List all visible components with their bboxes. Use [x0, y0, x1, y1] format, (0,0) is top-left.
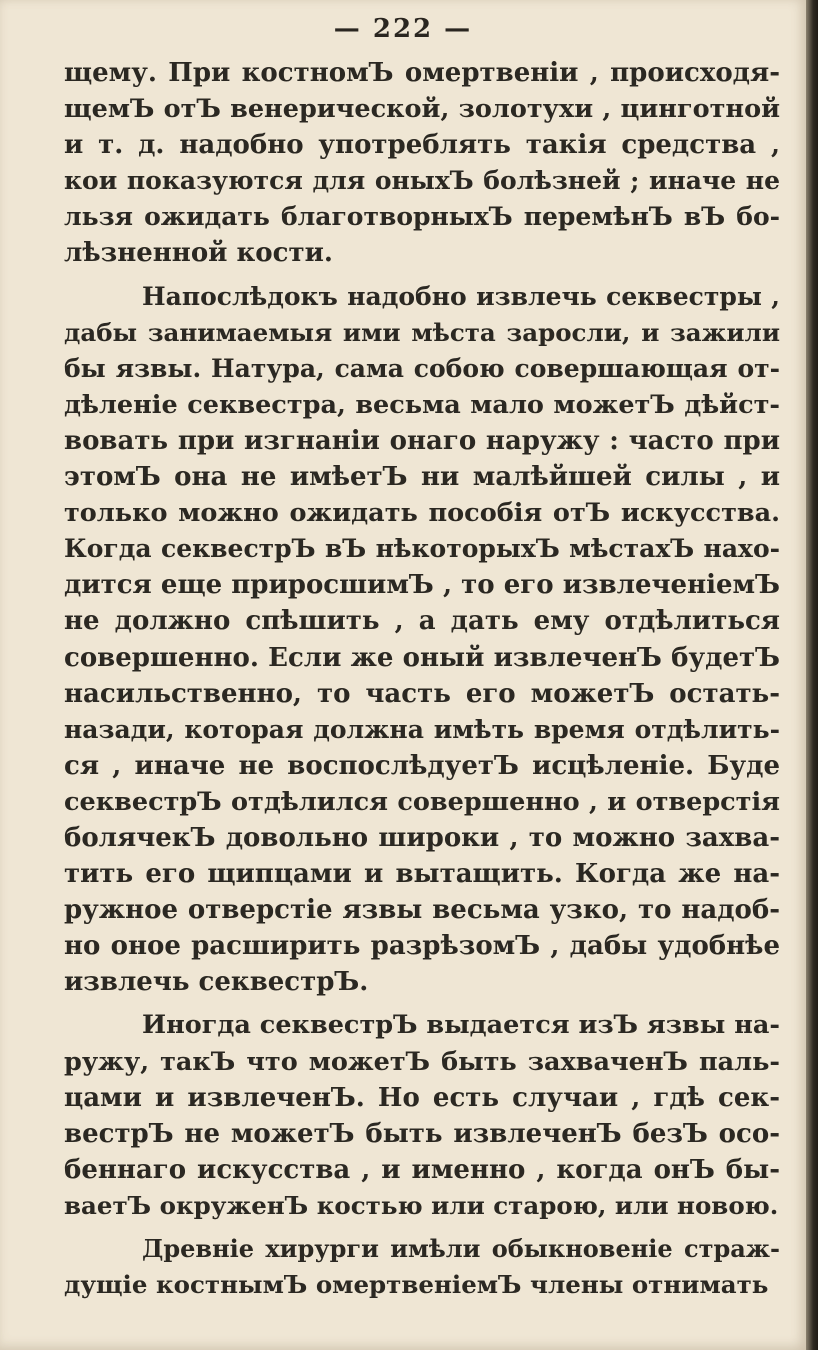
- text-line: щемЪ отЪ венерической, золотухи , цинготной: [64, 94, 780, 125]
- paragraph: [64, 1007, 780, 1224]
- text-line: этомЪ она не имѣетЪ ни малѣйшей силы , и: [64, 462, 780, 493]
- text-line: и т. д. надобно употреблять такiя средства ,: [64, 130, 780, 161]
- text-line: только можно ожидать пособiя отЪ искусства.: [64, 498, 780, 529]
- text-line: ружное отверстiе язвы весьма узко, то надоб-: [64, 895, 780, 926]
- text-line: ваетЪ окруженЪ костью или старою, или новою.: [64, 1190, 779, 1220]
- text-line: тить его щипцами и вытащить. Когда же на-: [64, 859, 780, 890]
- paragraph: [64, 279, 780, 1001]
- paragraph-gap: [64, 1224, 780, 1231]
- paragraph-gap: [64, 1000, 780, 1007]
- text-line: насильственно, то часть его можетЪ остать-: [64, 678, 780, 709]
- text-line: вестрЪ не можетЪ быть извлеченЪ безЪ осо-: [64, 1118, 780, 1149]
- text-line: дущiе костнымЪ омертвенiемЪ члены отнимать: [64, 1270, 769, 1300]
- page-number: — 222 —: [333, 14, 473, 44]
- text-line: но оное расширить разрѣзомЪ , дабы удобнѣе: [64, 931, 780, 962]
- text-line: секвестрЪ отдѣлился совершенно , и отверстiя: [64, 786, 780, 817]
- text-line: щему. При костномЪ омертвенiи , происходя-: [64, 58, 780, 88]
- page-edge-shadow: [806, 0, 818, 1350]
- text-line: цами и извлеченЪ. Но есть случаи , гдѣ сек-: [64, 1082, 780, 1113]
- text-line: Иногда секвестрЪ выдается изЪ язвы на-: [142, 1010, 780, 1041]
- text-line: Напослѣдокъ надобно извлечь секвестры ,: [142, 281, 780, 311]
- paragraph: [64, 1231, 780, 1303]
- text-line: совершенно. Если же оный извлеченЪ будетЪ: [64, 642, 780, 673]
- text-line: лѣзненной кости.: [64, 238, 333, 269]
- text-line: Древнiе хирурги имѣли обыкновенiе страж-: [142, 1234, 780, 1263]
- paragraph: [64, 55, 780, 272]
- text-line: ружу, такЪ что можетЪ быть захваченЪ паль-: [64, 1046, 780, 1077]
- text-line: назади, которая должна имѣть время отдѣлить-: [64, 714, 780, 744]
- text-line: беннаго искусства , и именно , когда онЪ бы-: [64, 1154, 780, 1185]
- text-line: не должно спѣшить , а дать ему отдѣлиться: [64, 606, 780, 637]
- text-line: дѣленiе секвестра, весьма мало можетЪ дѣйст-: [64, 389, 780, 420]
- text-line: льзя ожидать благотворныхЪ перемѣнЪ вЪ бо-: [64, 202, 780, 232]
- body-text: [64, 55, 780, 1303]
- text-line: дабы занимаемыя ими мѣста заросли, и зажили: [64, 317, 780, 347]
- text-line: дится еще приросшимЪ , то его извлеченiемЪ: [64, 570, 780, 601]
- text-line: болячекЪ довольно широки , то можно захва-: [64, 822, 780, 853]
- text-line: Когда секвестрЪ вЪ нѣкоторыхЪ мѣстахЪ нахо-: [64, 534, 780, 564]
- text-line: бы язвы. Натура, сама собою совершающая от-: [64, 353, 780, 383]
- text-line: вовать при изгнанiи онаго наружу : часто при: [64, 425, 780, 456]
- text-line: кои показуются для оныхЪ болѣзней ; иначе не: [64, 166, 780, 196]
- paragraph-gap: [64, 272, 780, 279]
- text-line: извлечь секвестрЪ.: [64, 967, 369, 998]
- text-line: ся , иначе не воспослѣдуетЪ исцѣленiе. Буде: [64, 750, 780, 781]
